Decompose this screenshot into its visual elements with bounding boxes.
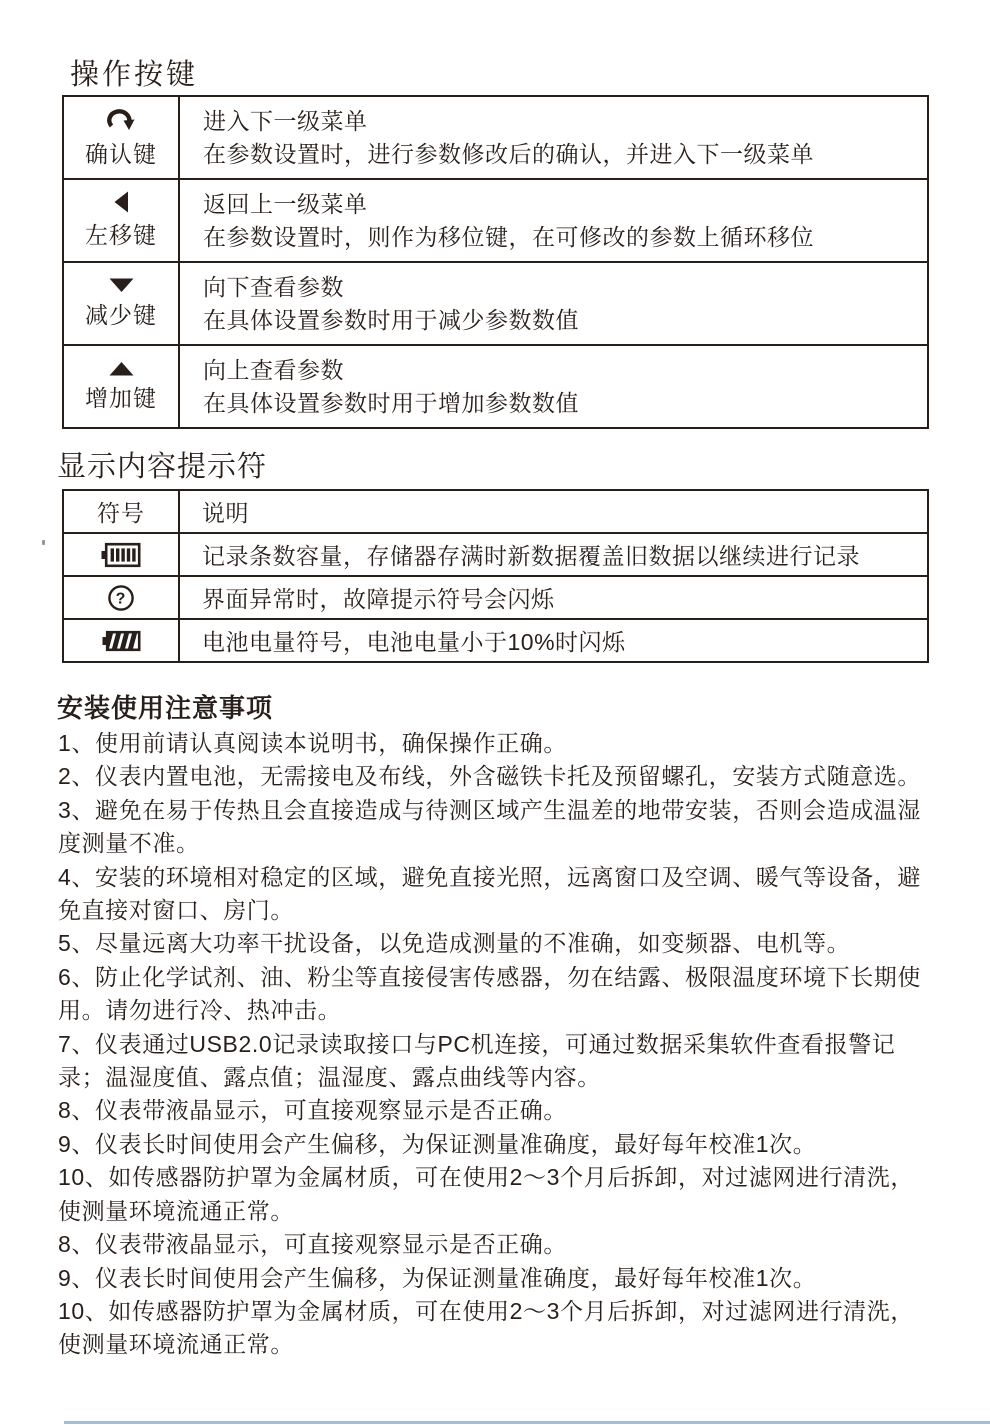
table-row — [64, 344, 927, 427]
key-description — [180, 346, 927, 427]
table-row — [64, 97, 927, 178]
enter-arrow-icon — [104, 106, 138, 132]
key-description-line1: 返回上一级菜单 — [203, 190, 368, 217]
down-triangle-icon — [109, 278, 134, 293]
section-title-install-notes: 安装使用注意事项 — [57, 693, 274, 723]
key-description-line1: 向下查看参数 — [203, 273, 344, 300]
table-row — [64, 618, 927, 661]
svg-text:?: ? — [115, 590, 127, 607]
key-description — [180, 263, 927, 344]
battery-level-icon — [102, 629, 141, 653]
key-label: 增加键 — [85, 384, 157, 411]
table-row — [64, 261, 927, 344]
section-title-operation-keys: 操作按键 — [70, 59, 199, 91]
symbol-description: 电池电量符号，电池电量小于10%时闪烁 — [202, 629, 626, 655]
table-row — [64, 178, 927, 261]
table-row — [64, 575, 927, 618]
note-item: 2、仪表内置电池，无需接电及布线，外含磁铁卡托及预留螺孔，安装方式随意选。 — [58, 763, 921, 790]
key-cell-confirm — [64, 97, 180, 178]
fault-question-icon — [107, 584, 135, 612]
key-description-line2: 在具体设置参数时用于减少参数数值 — [203, 306, 579, 333]
note-item: 9、仪表长时间使用会产生偏移，为保证测量准确度，最好每年校准1次。 — [58, 1264, 817, 1291]
left-triangle-icon — [114, 191, 129, 213]
symbol-description: 记录条数容量，存储器存满时新数据覆盖旧数据以继续进行记录 — [202, 543, 860, 569]
note-item: 1、使用前请认真阅读本说明书，确保操作正确。 — [58, 730, 567, 756]
note-item: 10、如传感器防护罩为金属材质，可在使用2～3个月后拆卸，对过滤网进行清洗，使测量环境流通正常。 — [58, 1297, 914, 1358]
key-label: 确认键 — [85, 141, 157, 167]
symbol-cell — [64, 620, 180, 661]
note-item: 10、如传感器防护罩为金属材质，可在使用2～3个月后拆卸，对过滤网进行清洗，使测量环境流通正常。 — [58, 1164, 914, 1224]
key-description-line1: 进入下一级菜单 — [203, 107, 368, 134]
note-item: 3、避免在易于传热且会直接造成与待测区域产生温差的地带安装，否则会造成温湿度测量不准。 — [58, 796, 921, 857]
note-item: 9、仪表长时间使用会产生偏移，为保证测量准确度，最好每年校准1次。 — [58, 1130, 817, 1157]
note-item: 8、仪表带液晶显示，可直接观察显示是否正确。 — [58, 1097, 567, 1124]
section-title-indicators: 显示内容提示符 — [57, 451, 268, 483]
symbol-cell — [64, 577, 180, 618]
key-description-line2: 在具体设置参数时用于增加参数数值 — [203, 389, 579, 416]
key-cell-increase — [64, 346, 180, 427]
column-header-description: 说明 — [202, 500, 249, 526]
symbol-cell — [64, 534, 180, 575]
table-header-row — [64, 491, 927, 532]
indicator-symbols-table — [62, 489, 929, 663]
note-item: 6、防止化学试剂、油、粉尘等直接侵害传感器，勿在结露、极限温度环境下长期使用。请勿进行冷、热冲击。 — [58, 963, 921, 1024]
note-item: 4、安装的环境相对稳定的区域，避免直接光照，远离窗口及空调、暖气等设备，避免直接对窗口、房门。 — [58, 863, 921, 924]
up-triangle-icon — [109, 361, 134, 376]
install-notes-list — [58, 727, 936, 1362]
column-header-symbol: 符号 — [64, 491, 180, 532]
key-description-line2: 在参数设置时，进行参数修改后的确认，并进入下一级菜单 — [203, 140, 814, 167]
key-label: 减少键 — [85, 301, 157, 328]
key-cell-decrease — [64, 263, 180, 344]
key-cell-left — [64, 180, 180, 261]
operation-keys-table — [62, 95, 929, 429]
record-capacity-icon — [101, 542, 141, 568]
key-description-line2: 在参数设置时，则作为移位键，在可修改的参数上循环移位 — [203, 223, 814, 250]
key-label: 左移键 — [85, 222, 157, 248]
symbol-description: 界面异常时，故障提示符号会闪烁 — [202, 586, 555, 612]
key-description — [180, 180, 927, 261]
bottom-page-rule — [64, 1421, 990, 1424]
note-item: 5、尽量远离大功率干扰设备，以免造成测量的不准确，如变频器、电机等。 — [58, 930, 851, 957]
key-description — [180, 97, 927, 178]
note-item: 8、仪表带液晶显示，可直接观察显示是否正确。 — [58, 1231, 567, 1258]
note-item: 7、仪表通过USB2.0记录读取接口与PC机连接，可通过数据采集软件查看报警记录；温湿度值、露点值；温湿度、露点曲线等内容。 — [58, 1030, 896, 1091]
key-description-line1: 向上查看参数 — [203, 356, 344, 383]
print-artifact-speck — [42, 540, 45, 545]
table-row — [64, 532, 927, 575]
